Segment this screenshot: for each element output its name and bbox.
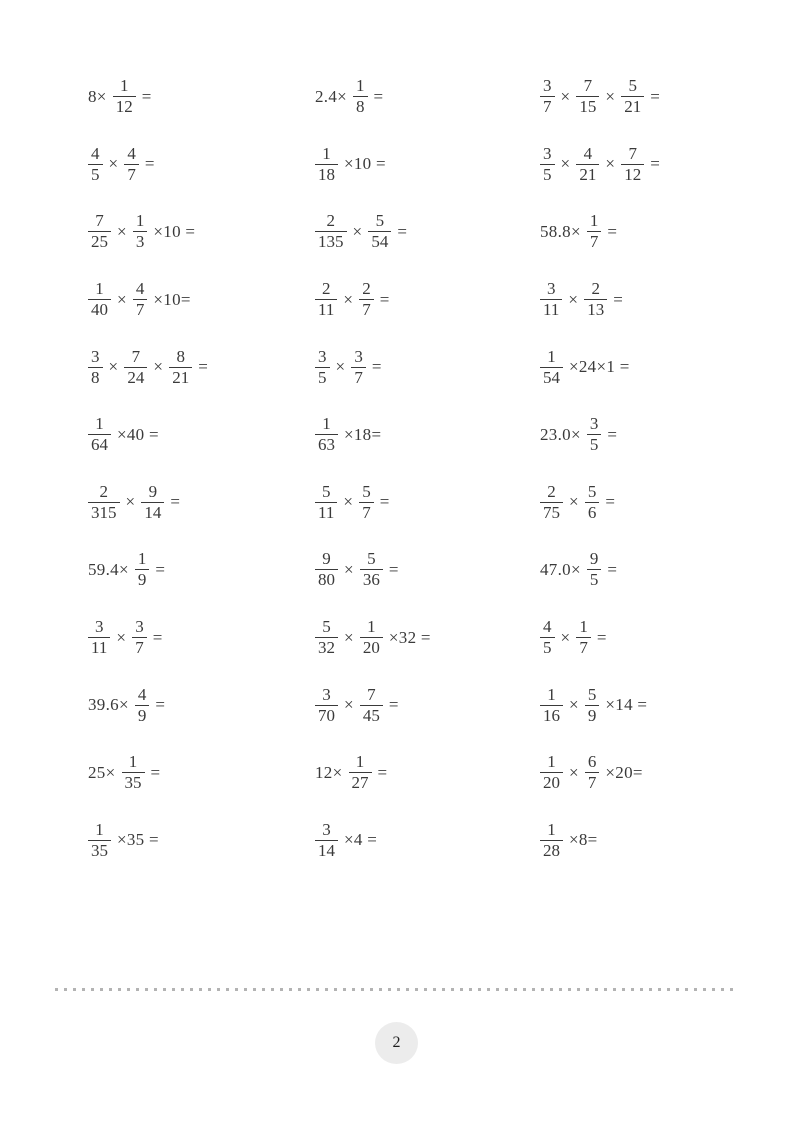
fraction [88,279,111,320]
fraction [540,685,563,726]
fraction [88,414,111,455]
fraction-denominator: 8 [88,367,103,388]
math-problem [540,198,793,266]
fraction-denominator: 11 [315,299,337,320]
fraction [133,279,148,320]
math-problem [315,333,540,401]
fraction [540,76,555,117]
fraction-numerator: 5 [375,211,385,231]
math-problem [540,266,793,334]
math-problem [540,469,793,537]
math-text: ×14 = [605,695,648,715]
fraction [540,617,555,658]
fraction [133,211,148,252]
math-text: = [613,289,624,309]
math-problem [315,266,540,334]
fraction [169,347,192,388]
fraction [360,549,383,590]
fraction-numerator: 5 [322,617,331,636]
fraction-numerator: 1 [355,752,365,772]
fraction-denominator: 5 [540,637,555,658]
math-text: = [607,221,618,241]
math-problem [540,401,793,469]
math-text: × [605,154,616,174]
fraction-denominator: 14 [315,840,338,861]
math-problem [88,671,315,739]
fraction-numerator: 2 [326,211,335,231]
fraction-denominator: 8 [353,96,368,117]
fraction-denominator: 35 [122,772,145,793]
fraction [576,144,599,185]
fraction-denominator: 21 [169,367,192,388]
math-problem [315,401,540,469]
fraction-numerator: 4 [583,143,593,163]
fraction [315,685,338,726]
fraction [315,347,330,388]
fraction-numerator: 5 [587,481,597,501]
math-text: × [153,357,164,377]
fraction-denominator: 5 [315,367,330,388]
fraction-numerator: 5 [321,481,331,501]
fraction-numerator: 4 [127,143,136,163]
fraction-numerator: 3 [318,346,327,366]
math-problem [540,807,793,875]
fraction [540,752,563,793]
fraction-denominator: 5 [540,164,555,185]
math-text: 2.4× [315,86,348,106]
fraction-denominator: 20 [540,772,563,793]
fraction-denominator: 9 [135,705,150,726]
fraction-numerator: 4 [91,143,100,163]
math-text: 59.4× [88,559,129,579]
math-text: × [108,357,119,377]
fraction [88,211,111,252]
fraction [88,617,110,658]
fraction-numerator: 5 [587,684,597,704]
math-text: × [344,695,354,715]
fraction-numerator: 1 [95,414,104,434]
fraction [621,76,644,117]
math-text: 12× [315,762,343,782]
fraction-numerator: 8 [176,346,186,366]
fraction-denominator: 64 [88,434,111,455]
math-text: × [560,627,571,647]
fraction-denominator: 12 [113,96,136,117]
math-text: = [373,86,384,106]
math-text: = [150,762,161,782]
math-text: 25× [88,762,116,782]
math-text: ×10= [153,289,191,309]
fraction-numerator: 2 [362,279,371,299]
fraction [587,211,602,252]
fraction-numerator: 7 [583,76,593,96]
fraction [540,820,563,861]
fraction-numerator: 3 [322,819,331,839]
fraction [315,617,338,658]
math-problem [315,671,540,739]
fraction [315,144,338,185]
math-text: × [569,762,579,782]
fraction [359,279,374,320]
fraction [587,414,602,455]
math-text: = [650,86,661,106]
page-number-badge [375,1022,418,1064]
fraction [135,549,150,590]
math-text: × [352,221,363,241]
math-text: 47.0× [540,559,581,579]
fraction-numerator: 6 [587,752,597,772]
math-text: × [569,492,579,512]
fraction [540,347,563,388]
math-text: 23.0× [540,424,581,444]
fraction [585,482,600,523]
fraction-numerator: 9 [148,481,158,501]
dashed-divider [55,988,737,991]
fraction-denominator: 63 [315,434,338,455]
fraction-denominator: 32 [315,637,338,658]
math-text: = [397,221,408,241]
math-text: × [568,289,579,309]
fraction [113,76,136,117]
fraction-denominator: 5 [88,164,103,185]
fraction [88,482,120,523]
math-problem [540,739,793,807]
math-text: ×18= [344,424,382,444]
math-problem [88,469,315,537]
fraction [584,279,607,320]
fraction [315,414,338,455]
fraction-denominator: 70 [315,705,338,726]
math-problem [315,739,540,807]
fraction-denominator: 27 [349,772,372,793]
math-text: = [379,289,390,309]
fraction-numerator: 1 [547,819,556,839]
fraction-numerator: 1 [119,76,129,96]
math-problem [315,807,540,875]
math-problem [88,266,315,334]
fraction-numerator: 3 [543,76,552,96]
math-text: ×24×1 = [569,357,630,377]
fraction-numerator: 1 [322,143,331,163]
fraction [349,752,372,793]
fraction [315,549,338,590]
math-text: = [607,424,618,444]
fraction-denominator: 21 [621,96,644,117]
math-problem [315,604,540,672]
fraction-numerator: 4 [135,279,145,299]
fraction-denominator: 7 [351,367,366,388]
math-text: = [379,492,390,512]
fraction-numerator: 1 [589,211,599,231]
fraction-numerator: 4 [543,617,552,636]
fraction [368,211,391,252]
math-text: × [560,154,571,174]
fraction-denominator: 80 [315,569,338,590]
fraction [315,211,347,252]
fraction [141,482,164,523]
fraction [315,279,337,320]
math-text: ×10 = [153,221,196,241]
math-text: × [125,492,136,512]
fraction [315,820,338,861]
fraction-denominator: 11 [88,637,110,658]
math-text: ×35 = [117,830,159,850]
math-text: × [605,86,616,106]
math-text: = [388,695,399,715]
fraction-numerator: 2 [321,279,331,299]
fraction [576,617,591,658]
fraction-denominator: 7 [359,299,374,320]
fraction-numerator: 1 [547,752,556,772]
fraction-denominator: 315 [88,502,120,523]
fraction-denominator: 5 [587,569,602,590]
fraction [621,144,644,185]
fraction [587,549,602,590]
fraction [132,617,147,658]
math-text: = [388,559,399,579]
fraction [359,482,374,523]
fraction [360,685,383,726]
fraction-denominator: 20 [360,637,383,658]
fraction-denominator: 5 [587,434,602,455]
math-text: = [198,357,209,377]
fraction-numerator: 7 [367,684,376,704]
fraction-numerator: 2 [591,279,601,299]
fraction [353,76,368,117]
fraction [315,482,337,523]
fraction-numerator: 3 [354,346,363,366]
fraction-denominator: 18 [315,164,338,185]
math-text: = [596,627,607,647]
math-text: 8× [88,86,107,106]
math-text: ×20= [605,762,643,782]
fraction-numerator: 3 [543,143,552,163]
fraction-denominator: 36 [360,569,383,590]
math-problem [88,333,315,401]
math-problem [540,333,793,401]
math-text: × [560,86,571,106]
fraction-denominator: 7 [133,299,148,320]
math-text: × [343,492,354,512]
math-problem [315,63,540,131]
fraction-denominator: 11 [315,502,337,523]
math-problem [88,807,315,875]
fraction [540,279,562,320]
math-problem [540,131,793,199]
math-problem [88,198,315,266]
fraction-denominator: 14 [141,502,164,523]
fraction-denominator: 11 [540,299,562,320]
fraction-numerator: 1 [547,346,556,366]
fraction-denominator: 7 [359,502,374,523]
fraction [585,685,600,726]
math-text: 58.8× [540,221,581,241]
fraction-denominator: 28 [540,840,563,861]
fraction [88,347,103,388]
fraction-denominator: 15 [576,96,599,117]
fraction [540,482,563,523]
fraction-numerator: 3 [94,617,104,636]
fraction-numerator: 1 [367,617,376,636]
math-text: = [141,86,152,106]
fraction-numerator: 2 [547,481,556,501]
fraction-denominator: 7 [132,637,147,658]
math-text: × [344,559,354,579]
fraction [124,347,147,388]
math-text: × [343,289,354,309]
fraction-denominator: 21 [576,164,599,185]
math-text: × [108,154,119,174]
page-number: 2 [392,1034,401,1051]
fraction-numerator: 1 [322,414,331,434]
fraction-denominator: 13 [584,299,607,320]
fraction-denominator: 3 [133,231,148,252]
fraction-numerator: 1 [95,819,104,839]
fraction [124,144,139,185]
fraction-denominator: 25 [88,231,111,252]
math-text: × [116,627,127,647]
math-problem [88,604,315,672]
math-text: = [605,492,616,512]
fraction-numerator: 1 [137,549,147,569]
fraction-numerator: 7 [131,346,141,366]
fraction-numerator: 1 [579,617,588,636]
math-problem [540,63,793,131]
fraction-numerator: 1 [135,211,145,231]
math-problem [315,131,540,199]
fraction-numerator: 3 [546,279,556,299]
fraction-numerator: 3 [91,346,100,366]
math-text: = [144,154,155,174]
math-text: ×4 = [344,830,378,850]
fraction-numerator: 3 [135,617,144,636]
math-text: = [650,154,661,174]
math-problem [315,536,540,604]
math-text: = [377,762,388,782]
fraction-numerator: 7 [628,143,638,163]
fraction-denominator: 12 [621,164,644,185]
fraction-numerator: 3 [322,684,331,704]
math-problem [540,536,793,604]
fraction-numerator: 5 [367,549,376,569]
fraction [576,76,599,117]
fraction-numerator: 2 [99,481,108,501]
fraction-numerator: 5 [628,76,638,96]
math-problem [88,401,315,469]
math-text: × [117,289,127,309]
math-text: = [607,559,618,579]
fraction-denominator: 54 [368,231,391,252]
fraction-denominator: 9 [135,569,150,590]
math-problem [88,63,315,131]
math-problem [88,131,315,199]
fraction-numerator: 3 [589,414,599,434]
math-text: × [344,627,354,647]
fraction [360,617,383,658]
fraction-denominator: 7 [540,96,555,117]
fraction-denominator: 6 [585,502,600,523]
fraction-denominator: 16 [540,705,563,726]
fraction [351,347,366,388]
fraction-numerator: 1 [128,752,138,772]
math-text: = [170,492,181,512]
math-problem [540,671,793,739]
fraction-denominator: 24 [124,367,147,388]
math-text: = [155,695,166,715]
fraction [88,820,111,861]
fraction-denominator: 35 [88,840,111,861]
math-text: ×40 = [117,424,159,444]
fraction [122,752,145,793]
math-text: = [371,357,382,377]
fraction-denominator: 7 [587,231,602,252]
fraction-denominator: 7 [585,772,600,793]
fraction [135,685,150,726]
math-text: × [335,357,346,377]
fraction [540,144,555,185]
fraction-numerator: 9 [322,549,331,569]
math-text: ×32 = [388,627,431,647]
problem-grid [88,63,793,874]
fraction-denominator: 135 [315,231,347,252]
fraction-denominator: 9 [585,705,600,726]
math-problem [540,604,793,672]
math-problem [88,739,315,807]
fraction-numerator: 5 [362,481,371,501]
math-text: = [155,559,166,579]
fraction [585,752,600,793]
fraction [88,144,103,185]
fraction-numerator: 7 [95,211,104,231]
fraction-numerator: 1 [95,279,104,299]
fraction-numerator: 9 [589,549,599,569]
math-problem [315,469,540,537]
math-text: = [152,627,163,647]
fraction-numerator: 1 [547,684,556,704]
fraction-denominator: 40 [88,299,111,320]
math-text: ×8= [569,830,598,850]
fraction-denominator: 54 [540,367,563,388]
math-text: 39.6× [88,695,129,715]
math-problem [315,198,540,266]
fraction-denominator: 45 [360,705,383,726]
math-text: ×10 = [344,154,386,174]
fraction-numerator: 1 [356,76,365,96]
math-problem [88,536,315,604]
fraction-denominator: 75 [540,502,563,523]
math-text: × [569,695,579,715]
fraction-numerator: 4 [137,684,147,704]
math-text: × [117,221,127,241]
fraction-denominator: 7 [576,637,591,658]
fraction-denominator: 7 [124,164,139,185]
